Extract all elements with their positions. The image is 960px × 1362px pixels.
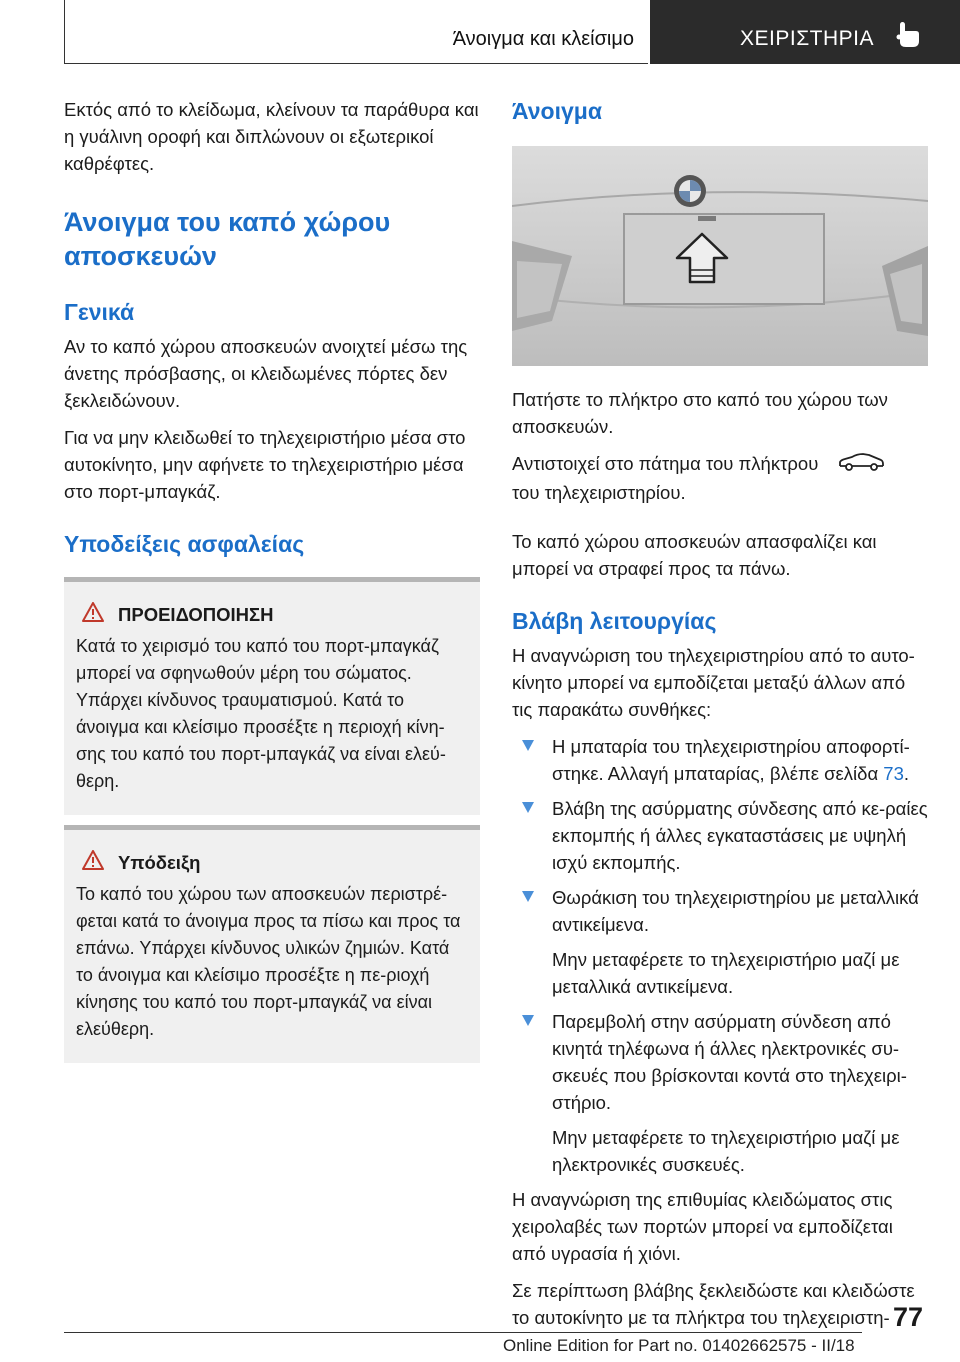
bullet-text: Βλάβη της ασύρματης σύνδεσης από κε-ραίες εκπομπής ή άλλες εγκαταστάσεις με υψηλή ισχύ εκπομπής. (552, 797, 928, 873)
bullet-subtext: Μην μεταφέρετε το τηλεχειριστήριο μαζί με μεταλλικά αντικείμενα. (552, 948, 900, 997)
opening-paragraph-2-end: του τηλεχειριστηρίου. (512, 481, 686, 503)
warning-box (64, 577, 480, 815)
warning-text: Κατά το χειρισμό του καπό του πορτ-μπαγκάζ μπορεί να σφηνωθούν μέρη του σώματος. Υπάρχει κίνδυνος τραυματισμού. Κατά το άνοιγμα και κλείσιμο προσέξτε η περιοχή κίνη-σης του καπό του πορτ-μπαγκάζ να είναι ελεύ-θερη. (76, 636, 446, 791)
right-column (512, 96, 928, 1331)
bullet-triangle-icon (522, 802, 534, 813)
fault-intro: Η αναγνώριση του τηλεχειριστηρίου από το αυτο-κίνητο μπορεί να εμποδίζεται μεταξύ άλλων από τις παρακάτω συνθήκες: (512, 644, 915, 720)
bullet-text: Παρεμβολή στην ασύρματη σύνδεση από κινητά τηλέφωνα ή άλλες ηλεκτρονικές συ-σκευές που βρίσκονται κοντά στο τηλεχειρι-στήριο. (552, 1010, 907, 1113)
opening-heading: Άνοιγμα (512, 98, 602, 124)
edition-text: Online Edition for Part no. 01402662575 - II/18 (503, 1336, 855, 1355)
opening-paragraph-1: Πατήστε το πλήκτρο στο καπό του χώρου των αποσκευών. (512, 389, 888, 437)
pointing-hand-icon (896, 20, 922, 53)
fault-heading: Βλάβη λειτουργίας (512, 607, 717, 634)
trunk-button-photo (512, 146, 928, 366)
general-paragraph-2: Για να μην κλειδωθεί το τηλεχειριστήριο μέσα στο αυτοκίνητο, μην αφήνετε το τηλεχειριστήριο μέσα στο πορτ-μπαγκάζ. (64, 427, 466, 502)
list-item (512, 795, 928, 876)
chapter-title: ΧΕΙΡΙΣΤΗΡΙΑ (740, 27, 875, 50)
left-column (64, 96, 480, 1063)
list-item (512, 884, 928, 1000)
intro-paragraph: Εκτός από το κλείδωμα, κλείνουν τα παράθυρα και η γυάλινη οροφή και διπλώνουν οι εξωτερικοί καθρέφτες. (64, 99, 479, 174)
fault-paragraph-1: Η αναγνώριση της επιθυμίας κλειδώματος στις χειρολαβές των πορτών μπορεί να εμποδίζεται από υγρασία ή χιόνι. (512, 1188, 893, 1264)
footer-divider (64, 1332, 862, 1333)
section-title: Άνοιγμα και κλείσιμο (452, 28, 634, 50)
page-number: 77 (893, 1302, 924, 1332)
notice-title: Υπόδειξη (118, 851, 201, 873)
bullet-subtext: Μην μεταφέρετε το τηλεχειριστήριο μαζί με ηλεκτρονικές συσκευές. (552, 1126, 900, 1175)
trunk-opening-title: Άνοιγμα του καπό χώρου αποσκευών (64, 207, 391, 271)
warning-title: ΠΡΟΕΙΔΟΠΟΙΗΣΗ (118, 603, 274, 625)
bullet-triangle-icon (522, 891, 534, 902)
page-link[interactable]: 73 (883, 762, 904, 784)
bullet-tail: . (903, 762, 909, 784)
safety-heading: Υποδείξεις ασφαλείας (64, 531, 305, 557)
fault-list (512, 733, 928, 1178)
notice-box (64, 825, 480, 1063)
opening-paragraph-2-start: Αντιστοιχεί στο πάτημα του πλήκτρου (512, 453, 819, 474)
bullet-triangle-icon (522, 1015, 534, 1026)
fault-paragraph-2: Σε περίπτωση βλάβης ξεκλειδώστε και κλειδώστε το αυτοκίνητο με τα πλήκτρα του τηλεχειριστη- (512, 1279, 915, 1328)
warning-triangle-icon (82, 602, 104, 627)
header-chapter-bar (650, 0, 960, 64)
bullet-text: Θωράκιση του τηλεχειριστηρίου με μεταλλικά αντικείμενα. (552, 886, 919, 935)
general-heading: Γενικά (64, 299, 135, 325)
opening-paragraph-3: Το καπό χώρου αποσκευών απασφαλίζει και μπορεί να στραφεί προς τα πάνω. (512, 530, 877, 579)
list-item (512, 1008, 928, 1178)
list-item (512, 733, 928, 787)
notice-triangle-icon (82, 850, 104, 875)
opening-paragraph-2 (512, 450, 928, 506)
car-trunk-icon (837, 452, 885, 479)
notice-text: Το καπό του χώρου των αποσκευών περιστρέ-φεται κατά το άνοιγμα προς τα πίσω και προς τα επάνω. Υπάρχει κίνδυνος υλικών ζημιών. Κατά το άνοιγμα και κλείσιμο προσέξτε η πε-ριοχή κίνησης του καπό του πορτ-μπαγκάζ να είναι ελεύθερη. (76, 884, 461, 1039)
general-paragraph-1: Αν το καπό χώρου αποσκευών ανοιχτεί μέσω της άνετης πρόσβασης, οι κλειδωμένες πόρτες δεν ξεκλειδώνουν. (64, 336, 468, 411)
bullet-triangle-icon (522, 740, 534, 751)
header-section-box (64, 0, 648, 64)
bullet-text: Η μπαταρία του τηλεχειριστηρίου αποφορτί-στηκε. Αλλαγή μπαταρίας, βλέπε σελίδα (552, 735, 910, 784)
